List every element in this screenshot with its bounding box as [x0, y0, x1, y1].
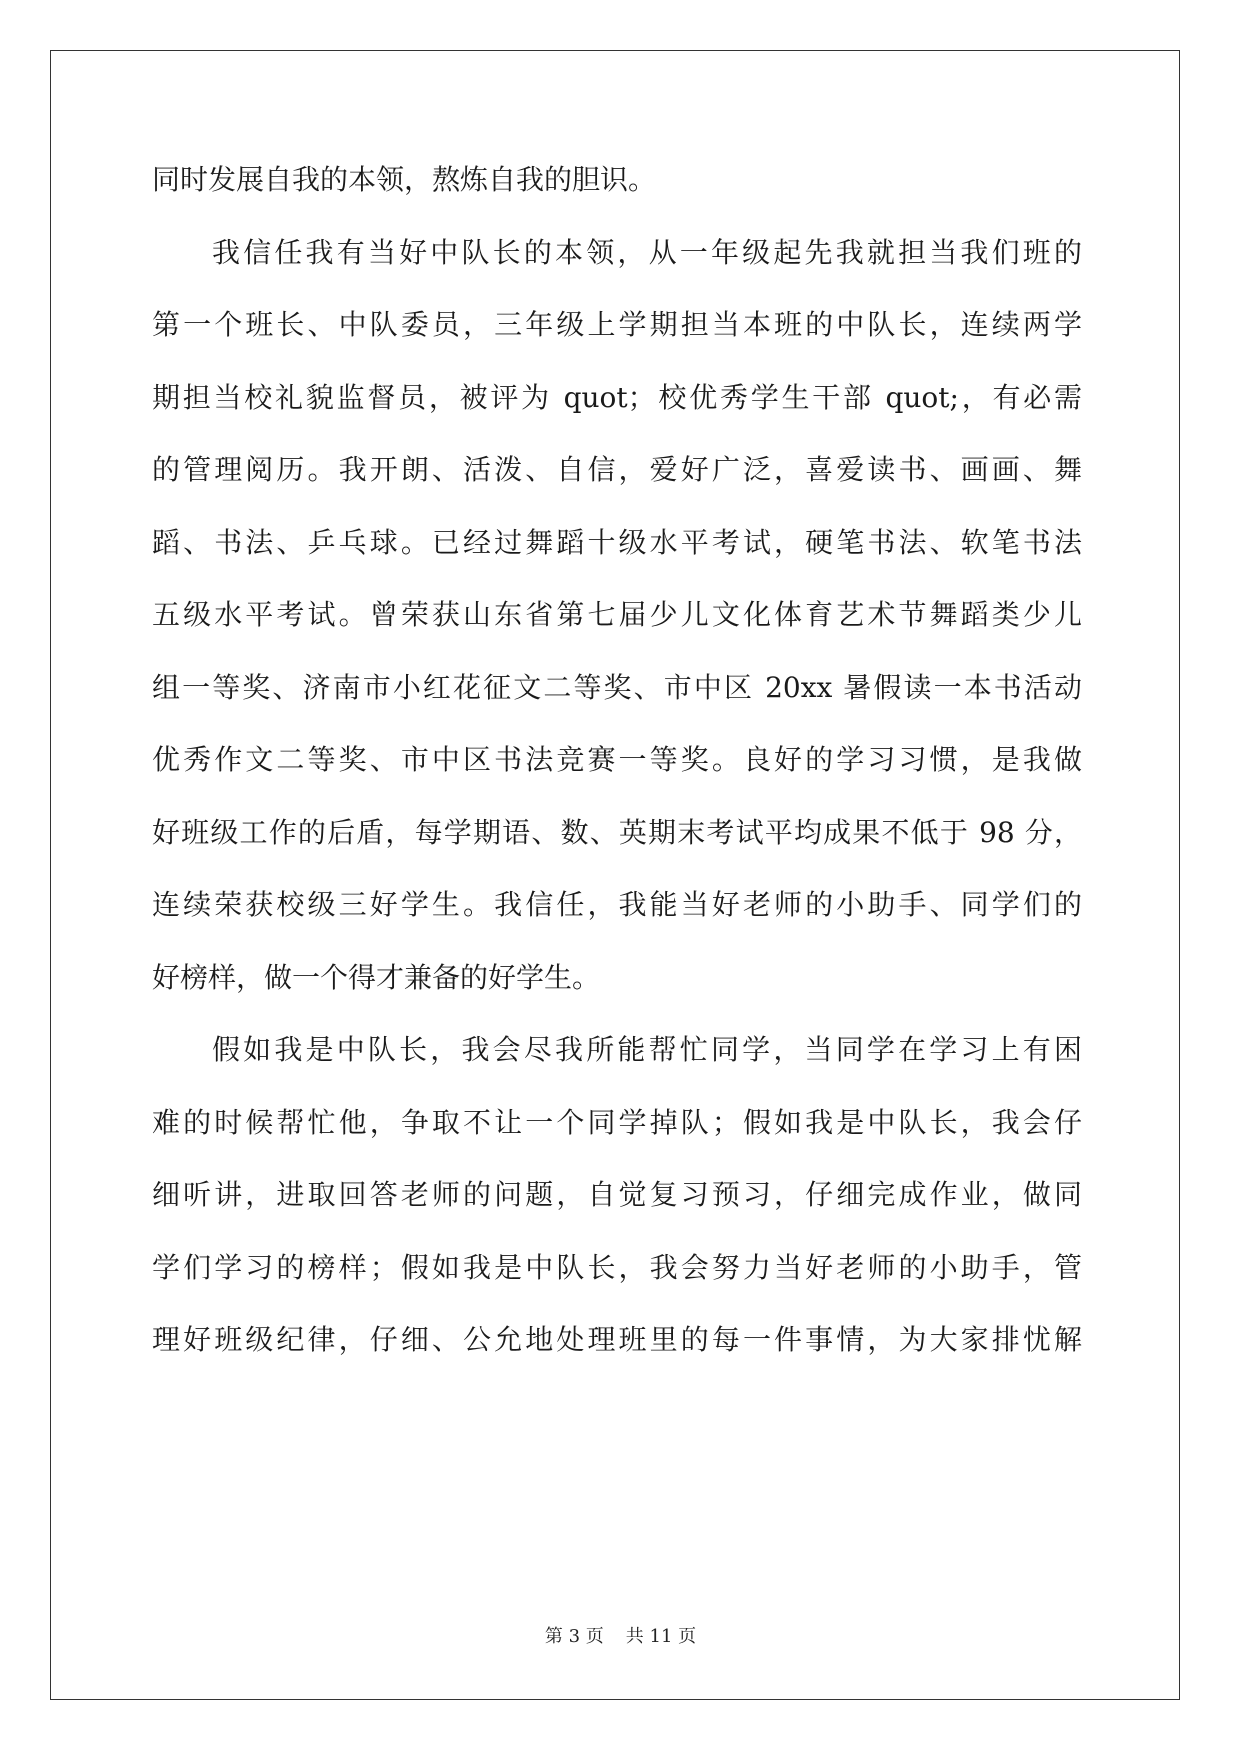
text-line: 五级水平考试。曾荣获山东省第七届少儿文化体育艺术节舞蹈类少儿 — [152, 598, 1082, 631]
page-border — [50, 50, 1180, 1700]
page-total: 共 11 页 — [625, 1626, 697, 1647]
text-line: 好榜样，做一个得才兼备的好学生。 — [152, 960, 601, 994]
text-line: 组一等奖、济南市小红花征文二等奖、市中区 20xx 暑假读一本书活动 — [152, 670, 1082, 704]
text-line: 学们学习的榜样；假如我是中队长，我会努力当好老师的小助手，管 — [152, 1250, 1082, 1284]
text-line: 连续荣获校级三好学生。我信任，我能当好老师的小助手、同学们的 — [152, 888, 1082, 921]
text-line: 优秀作文二等奖、市中区书法竞赛一等奖。良好的学习习惯，是我做 — [152, 743, 1082, 776]
text-line: 难的时候帮忙他，争取不让一个同学掉队；假如我是中队长，我会仔 — [152, 1105, 1082, 1139]
text-line: 假如我是中队长，我会尽我所能帮忙同学，当同学在学习上有困 — [212, 1033, 1082, 1066]
text-line: 我信任我有当好中队长的本领，从一年级起先我就担当我们班的 — [212, 235, 1082, 269]
text-line: 期担当校礼貌监督员，被评为 quot；校优秀学生干部 quot;，有必需 — [152, 380, 1082, 414]
text-line: 蹈、书法、乒乓球。已经过舞蹈十级水平考试，硬笔书法、软笔书法 — [152, 525, 1082, 559]
text-line: 细听讲，进取回答老师的问题，自觉复习预习，仔细完成作业，做同 — [152, 1178, 1082, 1211]
page-footer — [0, 1625, 1241, 1649]
text-line: 好班级工作的后盾，每学期语、数、英期末考试平均成果不低于 98 分， — [152, 815, 1082, 849]
text-line: 同时发展自我的本领，熬炼自我的胆识。 — [152, 163, 657, 196]
page-number: 第 3 页 — [544, 1626, 604, 1647]
text-line: 理好班级纪律，仔细、公允地处理班里的每一件事情，为大家排忧解 — [152, 1323, 1082, 1356]
text-line: 的管理阅历。我开朗、活泼、自信，爱好广泛，喜爱读书、画画、舞 — [152, 453, 1082, 486]
text-line: 第一个班长、中队委员，三年级上学期担当本班的中队长，连续两学 — [152, 308, 1082, 341]
